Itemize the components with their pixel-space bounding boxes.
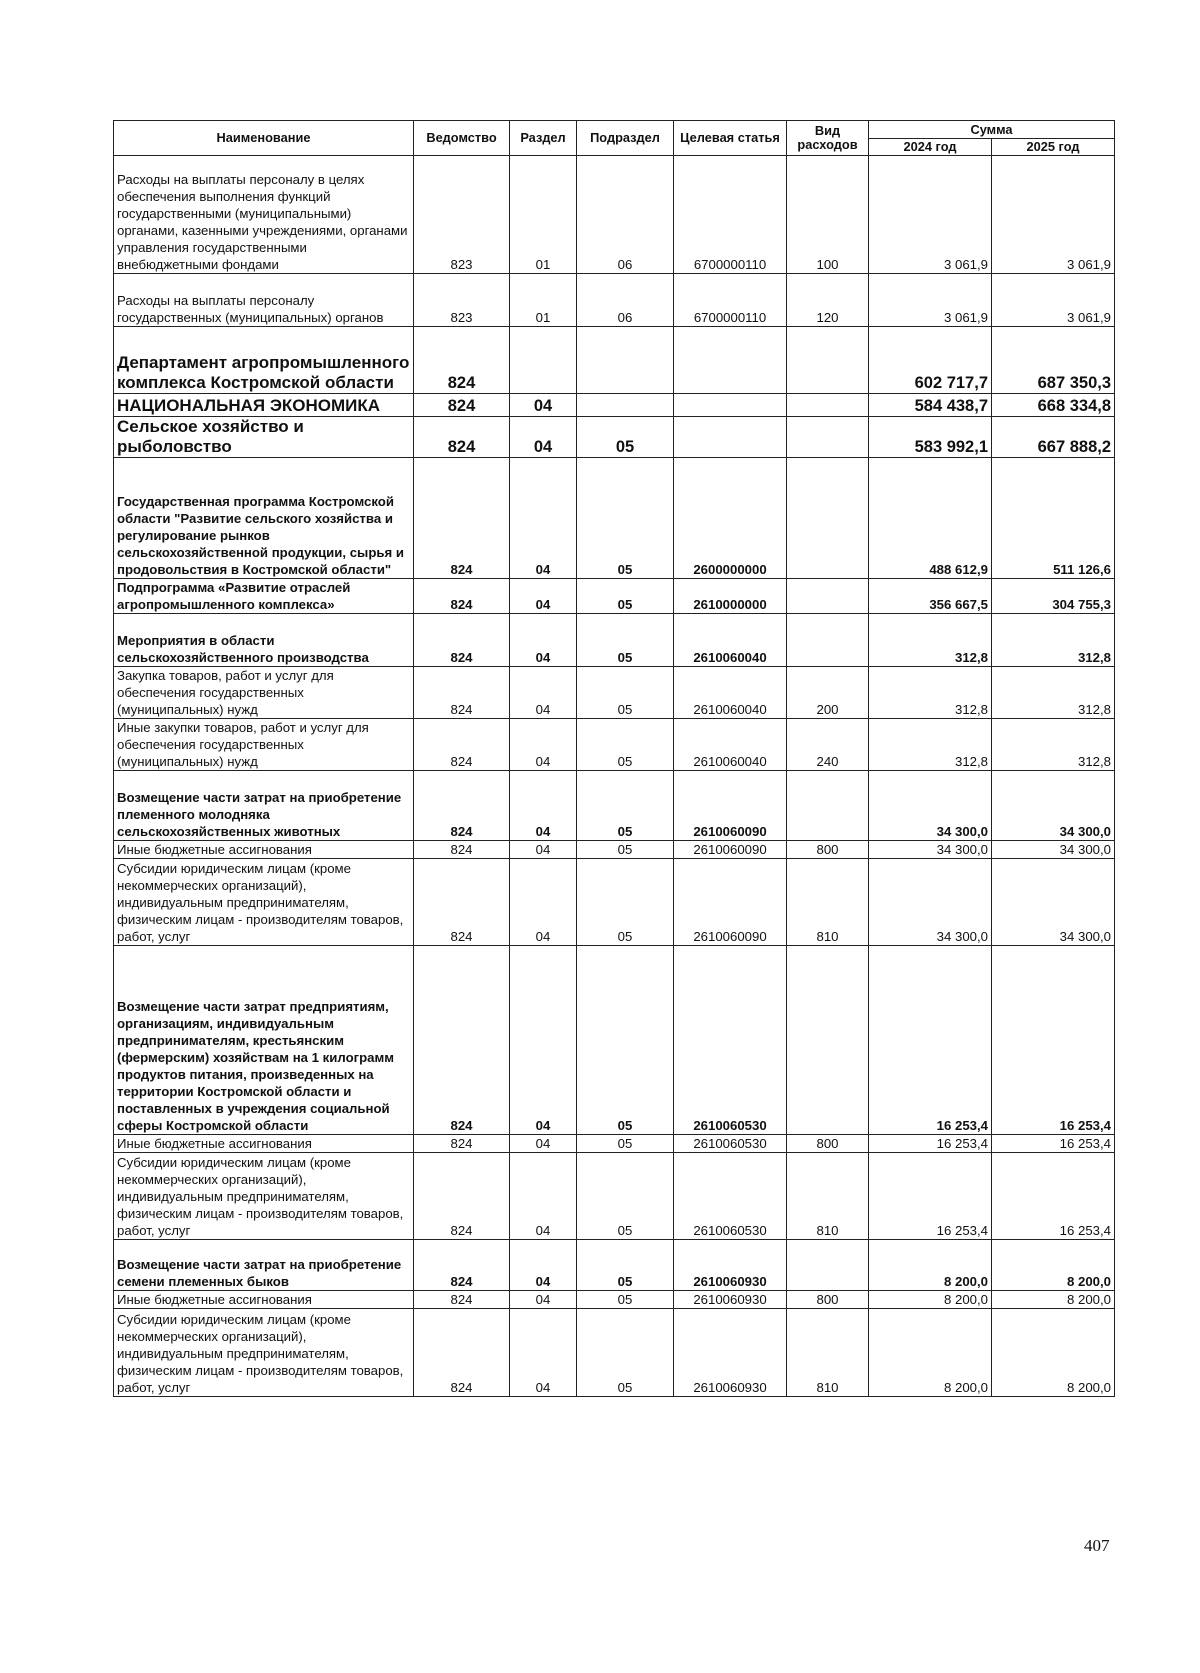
- cell-vid: [787, 458, 869, 579]
- cell-s2024: 8 200,0: [869, 1240, 992, 1291]
- cell-name: Возмещение части затрат на приобретение семени племенных быков: [114, 1240, 414, 1291]
- header-vid-rashodov: Вид расходов: [787, 121, 869, 156]
- header-year-2024: 2024 год: [869, 139, 992, 156]
- cell-razd: 04: [510, 1291, 577, 1309]
- cell-vid: [787, 946, 869, 1135]
- cell-s2024: 583 992,1: [869, 417, 992, 458]
- cell-ved: 824: [414, 1153, 510, 1240]
- cell-razd: 04: [510, 771, 577, 841]
- cell-razd: 04: [510, 719, 577, 771]
- cell-name: Расходы на выплаты персоналу государственных (муниципальных) органов: [114, 274, 414, 327]
- cell-s2025: 511 126,6: [992, 458, 1115, 579]
- header-podrazdel: Подраздел: [577, 121, 674, 156]
- cell-name: Иные закупки товаров, работ и услуг для обеспечения государственных (муниципальных) нужд: [114, 719, 414, 771]
- cell-vid: 240: [787, 719, 869, 771]
- cell-vid: 810: [787, 1309, 869, 1397]
- cell-vid: 800: [787, 1135, 869, 1153]
- cell-s2025: 3 061,9: [992, 274, 1115, 327]
- cell-name: Возмещение части затрат предприятиям, организациям, индивидуальным предпринимателям, крестьянским (фермерским) хозяйствам на 1 килограмм продуктов питания, произведенных на территории Костромской области и поставленных в учреждения социальной сферы Костромской области: [114, 946, 414, 1135]
- cell-podr: 05: [577, 841, 674, 859]
- cell-s2024: 16 253,4: [869, 1135, 992, 1153]
- cell-s2025: 34 300,0: [992, 771, 1115, 841]
- cell-s2025: 16 253,4: [992, 1135, 1115, 1153]
- table-row: [114, 1240, 1115, 1291]
- table-body: [114, 156, 1115, 1397]
- cell-podr: 05: [577, 667, 674, 719]
- cell-ved: 824: [414, 667, 510, 719]
- cell-podr: 05: [577, 614, 674, 667]
- cell-razd: 04: [510, 667, 577, 719]
- table-row: [114, 274, 1115, 327]
- table-row: [114, 394, 1115, 417]
- cell-s2025: 312,8: [992, 614, 1115, 667]
- cell-s2025: 8 200,0: [992, 1309, 1115, 1397]
- cell-s2024: 488 612,9: [869, 458, 992, 579]
- cell-s2024: 356 667,5: [869, 579, 992, 614]
- table-row: [114, 579, 1115, 614]
- cell-vid: 800: [787, 841, 869, 859]
- cell-s2024: 8 200,0: [869, 1291, 992, 1309]
- cell-s2024: 34 300,0: [869, 841, 992, 859]
- cell-ved: 824: [414, 771, 510, 841]
- cell-ved: 824: [414, 579, 510, 614]
- cell-razd: 04: [510, 458, 577, 579]
- cell-cs: [674, 417, 787, 458]
- header-year-2025: 2025 год: [992, 139, 1115, 156]
- cell-name: Возмещение части затрат на приобретение племенного молодняка сельскохозяйственных животных: [114, 771, 414, 841]
- table-row: [114, 771, 1115, 841]
- cell-podr: [577, 394, 674, 417]
- cell-podr: 05: [577, 1309, 674, 1397]
- cell-vid: [787, 327, 869, 394]
- cell-cs: 2610060930: [674, 1240, 787, 1291]
- cell-name: Департамент агропромышленного комплекса Костромской области: [114, 327, 414, 394]
- cell-ved: 824: [414, 458, 510, 579]
- cell-s2024: 3 061,9: [869, 156, 992, 274]
- table-row: [114, 156, 1115, 274]
- cell-cs: 6700000110: [674, 156, 787, 274]
- cell-s2025: 34 300,0: [992, 859, 1115, 946]
- cell-vid: [787, 771, 869, 841]
- header-vedomstvo: Ведомство: [414, 121, 510, 156]
- cell-s2025: 304 755,3: [992, 579, 1115, 614]
- table-row: [114, 1135, 1115, 1153]
- cell-cs: 2610060090: [674, 859, 787, 946]
- cell-cs: [674, 394, 787, 417]
- cell-vid: 100: [787, 156, 869, 274]
- cell-name: Расходы на выплаты персоналу в целях обеспечения выполнения функций государственными (муниципальными) органами, казенными учреждениями, органами управления государственными внебюджетными фондами: [114, 156, 414, 274]
- cell-vid: [787, 1240, 869, 1291]
- cell-s2024: 602 717,7: [869, 327, 992, 394]
- cell-s2025: 687 350,3: [992, 327, 1115, 394]
- cell-s2024: 16 253,4: [869, 946, 992, 1135]
- cell-cs: 2610060040: [674, 719, 787, 771]
- cell-s2024: 34 300,0: [869, 771, 992, 841]
- cell-s2024: 16 253,4: [869, 1153, 992, 1240]
- budget-table: [113, 120, 1115, 1397]
- cell-ved: 824: [414, 1291, 510, 1309]
- cell-ved: 824: [414, 719, 510, 771]
- cell-s2025: 312,8: [992, 719, 1115, 771]
- cell-ved: 824: [414, 394, 510, 417]
- cell-s2024: 3 061,9: [869, 274, 992, 327]
- cell-vid: [787, 394, 869, 417]
- cell-name: Закупка товаров, работ и услуг для обеспечения государственных (муниципальных) нужд: [114, 667, 414, 719]
- header-name: Наименование: [114, 121, 414, 156]
- cell-cs: 2610060530: [674, 1135, 787, 1153]
- cell-ved: 823: [414, 274, 510, 327]
- cell-vid: 810: [787, 859, 869, 946]
- cell-razd: 04: [510, 1153, 577, 1240]
- cell-ved: 823: [414, 156, 510, 274]
- cell-podr: 05: [577, 719, 674, 771]
- cell-razd: 04: [510, 1240, 577, 1291]
- cell-cs: 2610000000: [674, 579, 787, 614]
- cell-podr: 05: [577, 1153, 674, 1240]
- cell-razd: 04: [510, 1309, 577, 1397]
- table-row: [114, 614, 1115, 667]
- cell-ved: 824: [414, 946, 510, 1135]
- cell-name: Сельское хозяйство и рыболовство: [114, 417, 414, 458]
- cell-s2024: 584 438,7: [869, 394, 992, 417]
- table-row: [114, 946, 1115, 1135]
- cell-s2024: 312,8: [869, 719, 992, 771]
- cell-s2025: 3 061,9: [992, 156, 1115, 274]
- cell-razd: 04: [510, 841, 577, 859]
- cell-podr: 05: [577, 458, 674, 579]
- cell-podr: 05: [577, 859, 674, 946]
- cell-razd: 04: [510, 579, 577, 614]
- cell-ved: 824: [414, 1135, 510, 1153]
- cell-s2025: 8 200,0: [992, 1240, 1115, 1291]
- cell-name: Субсидии юридическим лицам (кроме некоммерческих организаций), индивидуальным предпринимателям, физическим лицам - производителям товаров, работ, услуг: [114, 859, 414, 946]
- cell-name: Мероприятия в области сельскохозяйственного производства: [114, 614, 414, 667]
- cell-podr: 06: [577, 156, 674, 274]
- cell-s2025: 667 888,2: [992, 417, 1115, 458]
- cell-ved: 824: [414, 859, 510, 946]
- cell-name: Иные бюджетные ассигнования: [114, 1135, 414, 1153]
- cell-name: Иные бюджетные ассигнования: [114, 1291, 414, 1309]
- cell-ved: 824: [414, 1309, 510, 1397]
- cell-ved: 824: [414, 1240, 510, 1291]
- cell-cs: 2610060530: [674, 1153, 787, 1240]
- table-row: [114, 1291, 1115, 1309]
- cell-s2025: 8 200,0: [992, 1291, 1115, 1309]
- header-celevaya-statya: Целевая статья: [674, 121, 787, 156]
- table-row: [114, 458, 1115, 579]
- cell-razd: 01: [510, 156, 577, 274]
- table-row: [114, 667, 1115, 719]
- cell-s2024: 34 300,0: [869, 859, 992, 946]
- cell-name: НАЦИОНАЛЬНАЯ ЭКОНОМИКА: [114, 394, 414, 417]
- cell-podr: 05: [577, 1240, 674, 1291]
- cell-podr: [577, 327, 674, 394]
- cell-name: Субсидии юридическим лицам (кроме некоммерческих организаций), индивидуальным предпринимателям, физическим лицам - производителям товаров, работ, услуг: [114, 1153, 414, 1240]
- header-summa: Сумма: [869, 121, 1115, 139]
- cell-ved: 824: [414, 417, 510, 458]
- cell-vid: [787, 614, 869, 667]
- cell-cs: 6700000110: [674, 274, 787, 327]
- cell-razd: 04: [510, 394, 577, 417]
- header-razdel: Раздел: [510, 121, 577, 156]
- cell-podr: 06: [577, 274, 674, 327]
- table-row: [114, 859, 1115, 946]
- cell-vid: 120: [787, 274, 869, 327]
- cell-cs: 2610060530: [674, 946, 787, 1135]
- cell-podr: 05: [577, 579, 674, 614]
- cell-vid: 800: [787, 1291, 869, 1309]
- cell-cs: [674, 327, 787, 394]
- table-row: [114, 719, 1115, 771]
- table-row: [114, 327, 1115, 394]
- cell-s2025: 16 253,4: [992, 1153, 1115, 1240]
- cell-cs: 2610060040: [674, 614, 787, 667]
- table-row: [114, 841, 1115, 859]
- cell-name: Государственная программа Костромской области "Развитие сельского хозяйства и регулирование рынков сельскохозяйственной продукции, сырья и продовольствия в Костромской области": [114, 458, 414, 579]
- cell-s2024: 8 200,0: [869, 1309, 992, 1397]
- cell-s2024: 312,8: [869, 667, 992, 719]
- cell-name: Подпрограмма «Развитие отраслей агропромышленного комплекса»: [114, 579, 414, 614]
- table-row: [114, 1153, 1115, 1240]
- cell-razd: 04: [510, 614, 577, 667]
- cell-cs: 2610060090: [674, 841, 787, 859]
- cell-s2025: 312,8: [992, 667, 1115, 719]
- cell-cs: 2600000000: [674, 458, 787, 579]
- cell-s2025: 34 300,0: [992, 841, 1115, 859]
- cell-cs: 2610060930: [674, 1309, 787, 1397]
- cell-cs: 2610060040: [674, 667, 787, 719]
- cell-ved: 824: [414, 327, 510, 394]
- cell-razd: 04: [510, 1135, 577, 1153]
- table-row: [114, 1309, 1115, 1397]
- cell-podr: 05: [577, 1291, 674, 1309]
- page-number: 407: [1084, 1536, 1110, 1555]
- cell-name: Субсидии юридическим лицам (кроме некоммерческих организаций), индивидуальным предпринимателям, физическим лицам - производителям товаров, работ, услуг: [114, 1309, 414, 1397]
- cell-podr: 05: [577, 771, 674, 841]
- cell-s2025: 668 334,8: [992, 394, 1115, 417]
- cell-podr: 05: [577, 1135, 674, 1153]
- cell-podr: 05: [577, 417, 674, 458]
- cell-vid: 810: [787, 1153, 869, 1240]
- cell-vid: [787, 579, 869, 614]
- cell-name: Иные бюджетные ассигнования: [114, 841, 414, 859]
- cell-ved: 824: [414, 614, 510, 667]
- cell-razd: [510, 327, 577, 394]
- cell-cs: 2610060090: [674, 771, 787, 841]
- table-row: [114, 417, 1115, 458]
- cell-ved: 824: [414, 841, 510, 859]
- cell-s2025: 16 253,4: [992, 946, 1115, 1135]
- cell-cs: 2610060930: [674, 1291, 787, 1309]
- cell-razd: 01: [510, 274, 577, 327]
- cell-podr: 05: [577, 946, 674, 1135]
- cell-s2024: 312,8: [869, 614, 992, 667]
- cell-razd: 04: [510, 417, 577, 458]
- cell-vid: [787, 417, 869, 458]
- cell-razd: 04: [510, 946, 577, 1135]
- cell-vid: 200: [787, 667, 869, 719]
- cell-razd: 04: [510, 859, 577, 946]
